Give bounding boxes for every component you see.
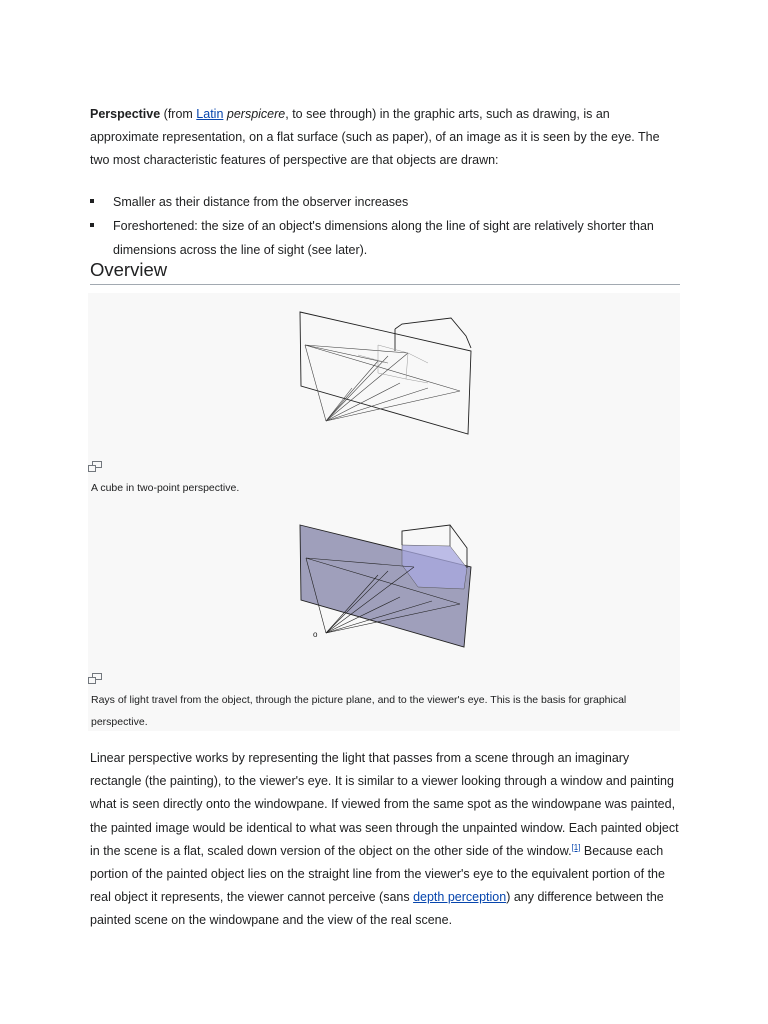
cube-outline [395, 318, 471, 348]
cube-diagram[interactable] [88, 293, 680, 443]
enlarge-icon[interactable] [88, 461, 102, 472]
link-depth-perception[interactable]: depth perception [413, 890, 507, 905]
article-content [90, 0, 680, 1024]
rays-diagram[interactable] [88, 505, 680, 655]
figure-caption: A cube in two-point perspective. [91, 482, 240, 494]
term-perspective: Perspective [90, 107, 161, 121]
image-gallery [88, 293, 680, 731]
latin-word: perspicere [226, 107, 286, 121]
bullet-marker [90, 199, 94, 203]
linear-perspective-paragraph: Linear perspective works by representing the light that passes from a scene through an imaginary rectangle (the painting), to the viewer's eye. It is similar to a viewer looking through a window and painting what is seen directly onto the windowpane. If viewed from the same spot as the windowpane was painted, the painted image would be identical to what was seen through the unpainted window. Each painted object in the scene is a flat, scaled down version of the object on the other side of the window.[1] Because each portion of the painted object lies on the straight line from the viewer's eye to the equivalent portion of the real object it represents, the viewer cannot perceive (sans depth perception) any difference between the painted scene on the windowpane and the view of the real scene. [90, 751, 679, 928]
figure-caption: Rays of light travel from the object, through the picture plane, and to the viewer's eye. This is the basis for graphical perspective. [91, 694, 627, 728]
link-latin[interactable]: Latin [196, 107, 224, 121]
eye-marker: o [313, 630, 318, 639]
intro-paragraph: Perspective (from Latin perspicere, to see through) in the graphic arts, such as drawing, is an approximate representation, on a flat surface (such as paper), of an image as it is seen by the eye. The two most characteristic features of perspective are that objects are drawn: [90, 107, 660, 168]
enlarge-icon[interactable] [88, 673, 102, 684]
figure-light-rays [88, 505, 680, 731]
reference-link-1[interactable]: [1] [571, 842, 581, 852]
feature-list [90, 190, 680, 262]
bullet-marker [90, 223, 94, 227]
section-heading-overview: Overview [90, 258, 680, 285]
list-item: Foreshortened: the size of an object's dimensions along the line of sight are relatively shorter than dimensions across the line of sight (see later). [90, 214, 680, 262]
picture-plane [300, 312, 471, 434]
figure-cube-perspective [88, 293, 680, 505]
list-item: Smaller as their distance from the observer increases [90, 190, 680, 214]
